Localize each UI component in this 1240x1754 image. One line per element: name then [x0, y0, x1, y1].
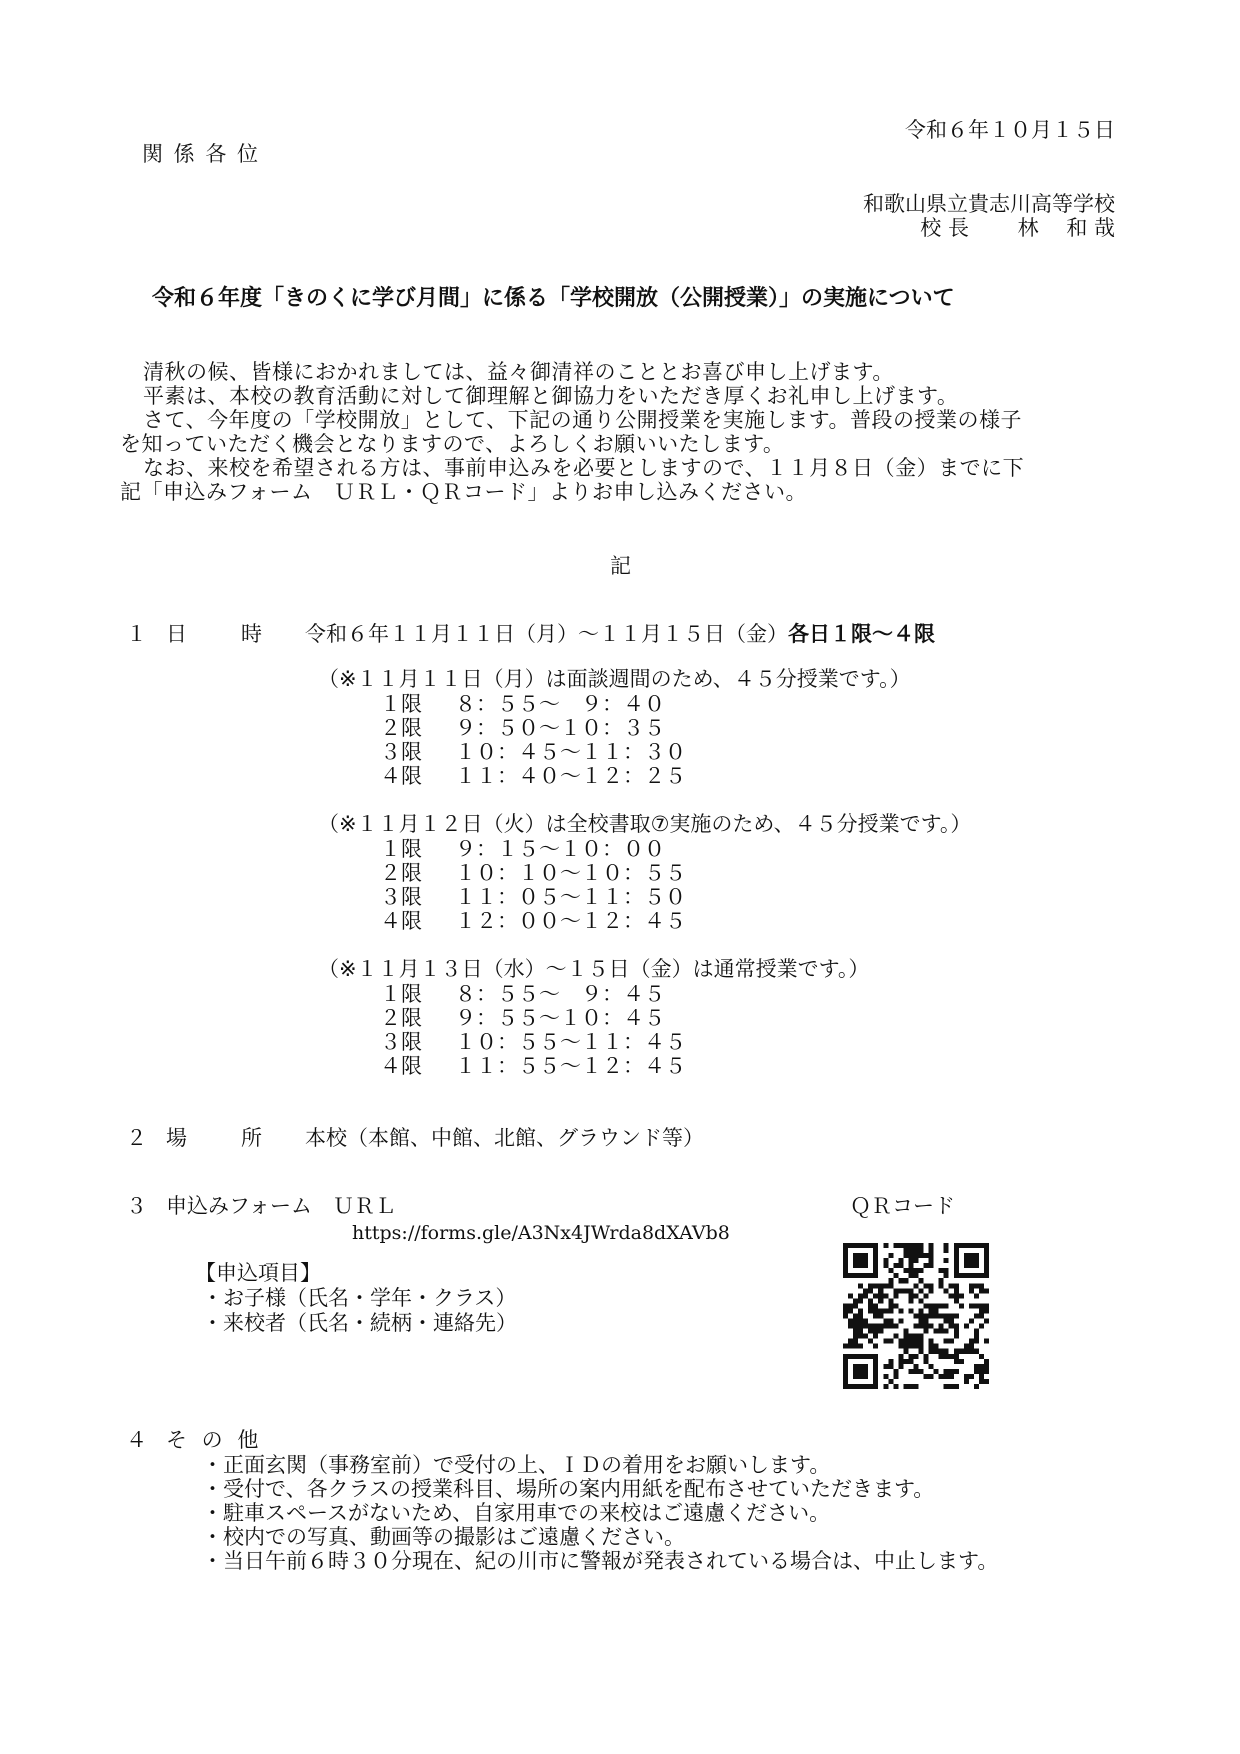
schedule-note: （※１１月１２日（火）は全校書取⑦実施のため、４５分授業です。）	[318, 812, 972, 836]
period-time: ９：１５～１０：００	[455, 837, 665, 861]
period-row	[380, 984, 665, 1005]
period-time: １１：０５～１１：５０	[455, 885, 686, 909]
document-title: 令和６年度「きのくに学び月間」に係る「学校開放（公開授業）」の実施について	[152, 286, 955, 311]
period-name: ２限	[380, 716, 422, 740]
period-row	[380, 911, 686, 932]
period-row	[380, 694, 665, 715]
application-item: ・お子様（氏名・学年・クラス）	[202, 1286, 517, 1310]
section1-label: 日 時	[166, 622, 266, 646]
period-name: １限	[380, 692, 422, 716]
qr-code-graphic	[843, 1243, 989, 1389]
other-item: ・受付で、各クラスの授業科目、場所の案内用紙を配布させていただきます。	[202, 1477, 935, 1501]
period-row	[380, 718, 665, 739]
period-time: ９：５５～１０：４５	[455, 1006, 665, 1030]
period-name: １限	[380, 982, 422, 1006]
application-items-title: 【申込項目】	[195, 1261, 321, 1285]
body-line: 清秋の候、皆様におかれましては、益々御清祥のこととお喜び申し上げます。	[143, 360, 894, 384]
qr-code-icon[interactable]	[843, 1243, 989, 1389]
section4-number: ４	[126, 1428, 147, 1452]
qr-label: ＱＲコード	[850, 1194, 955, 1218]
section3-number: ３	[126, 1194, 147, 1218]
period-row	[380, 1008, 665, 1029]
section3-label: 申込みフォーム ＵＲＬ	[166, 1194, 396, 1218]
section4-label: そ の 他	[166, 1428, 263, 1452]
period-name: １限	[380, 837, 422, 861]
period-time: １０：１０～１０：５５	[455, 861, 686, 885]
other-item: ・正面玄関（事務室前）で受付の上、ＩＤの着用をお願いします。	[202, 1453, 831, 1477]
body-line: を知っていただく機会となりますので、よろしくお願いいたします。	[120, 432, 785, 456]
section2-label: 場 所	[166, 1126, 266, 1150]
period-time: ８：５５～ ９：４０	[455, 692, 665, 716]
period-time: ８：５５～ ９：４５	[455, 982, 665, 1006]
period-time: ９：５０～１０：３５	[455, 716, 665, 740]
period-time: １０：５５～１１：４５	[455, 1030, 686, 1054]
document-date: 令和６年１０月１５日	[905, 118, 1115, 142]
period-name: ３限	[380, 740, 422, 764]
period-row	[380, 839, 665, 860]
period-name: ３限	[380, 885, 422, 909]
addressee: 関 係 各 位	[142, 142, 261, 166]
other-item: ・駐車スペースがないため、自家用車での来校はご遠慮ください。	[202, 1501, 831, 1525]
section1-emphasis: 各日１限～４限	[788, 622, 935, 646]
section2-number: ２	[126, 1126, 147, 1150]
period-time: １０：４５～１１：３０	[455, 740, 686, 764]
body-line: 記「申込みフォーム ＵＲＬ・ＱＲコード」よりお申し込みください。	[120, 480, 807, 504]
period-name: ４限	[380, 764, 422, 788]
ki-marker: 記	[610, 554, 631, 578]
body-line: なお、来校を希望される方は、事前申込みを必要としますので、１１月８日（金）までに下	[143, 456, 1025, 480]
period-name: ２限	[380, 861, 422, 885]
form-url-link[interactable]: https://forms.gle/A3Nx4JWrda8dXAVb8	[352, 1222, 730, 1244]
period-time: １１：４０～１２：２５	[455, 764, 686, 788]
period-name: ４限	[380, 1054, 422, 1078]
period-row	[380, 863, 686, 884]
period-row	[380, 887, 686, 908]
school-name: 和歌山県立貴志川高等学校	[863, 192, 1115, 216]
section1-date-range	[305, 624, 935, 645]
body-line: 平素は、本校の教育活動に対して御理解と御協力をいただき厚くお礼申し上げます。	[143, 384, 959, 408]
section2-text: 本校（本館、中館、北館、グラウンド等）	[305, 1126, 704, 1150]
period-row	[380, 1032, 686, 1053]
other-item: ・当日午前６時３０分現在、紀の川市に警報が発表されている場合は、中止します。	[202, 1549, 999, 1573]
other-item: ・校内での写真、動画等の撮影はご遠慮ください。	[202, 1525, 685, 1549]
schedule-note: （※１１月１３日（水）～１５日（金）は通常授業です。）	[318, 957, 870, 981]
period-name: ４限	[380, 909, 422, 933]
period-row	[380, 742, 686, 763]
period-time: １１：５５～１２：４５	[455, 1054, 686, 1078]
application-item: ・来校者（氏名・続柄・連絡先）	[202, 1311, 517, 1335]
period-row	[380, 1056, 686, 1077]
period-name: ３限	[380, 1030, 422, 1054]
period-time: １２：００～１２：４５	[455, 909, 686, 933]
section1-date-text: 令和６年１１月１１日（月）～１１月１５日（金）	[305, 622, 788, 646]
body-line: さて、今年度の「学校開放」として、下記の通り公開授業を実施します。普段の授業の様子	[143, 408, 1022, 432]
period-name: ２限	[380, 1006, 422, 1030]
section1-number: １	[126, 622, 147, 646]
period-row	[380, 766, 686, 787]
principal-name: 校 長 林 和 哉	[920, 216, 1115, 240]
schedule-note: （※１１月１１日（月）は面談週間のため、４５分授業です。）	[318, 667, 911, 691]
